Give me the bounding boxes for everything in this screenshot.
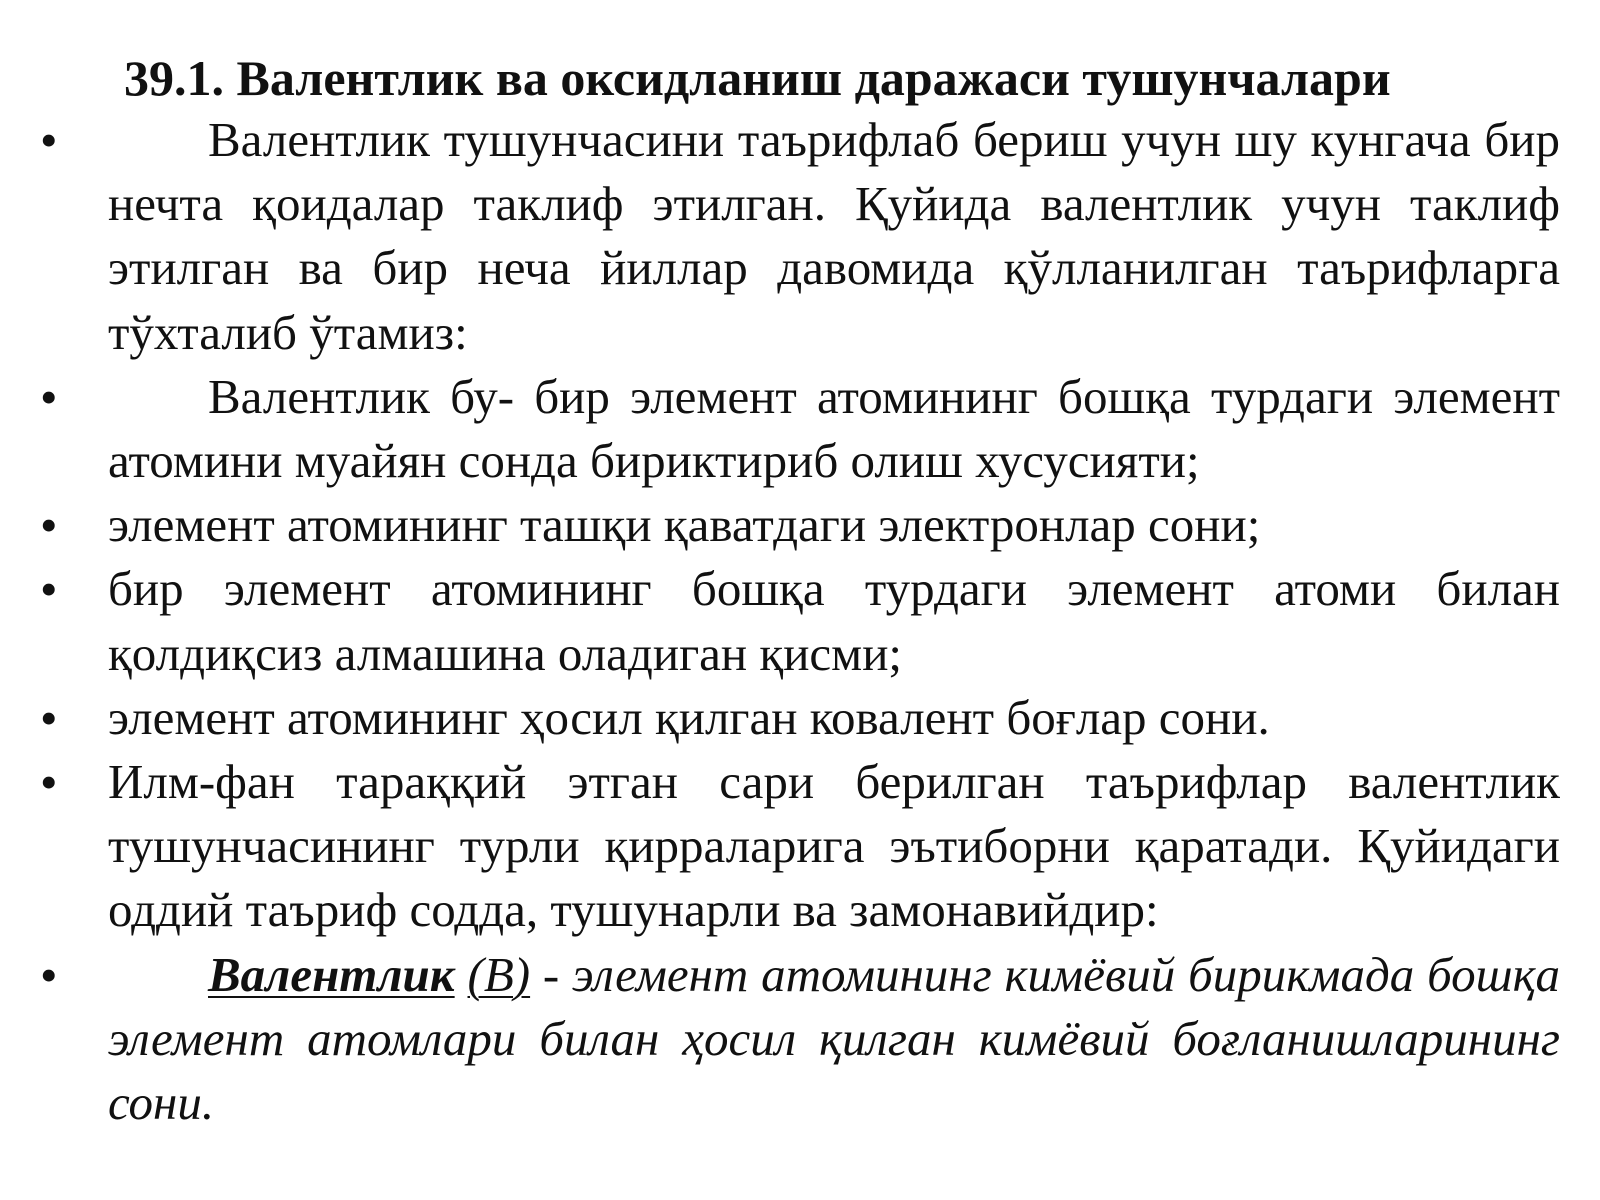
- list-item: [0, 365, 1600, 493]
- defined-term: Валентлик: [208, 946, 455, 1002]
- bullet-list: [0, 108, 1600, 1135]
- bullet-icon: •: [40, 754, 58, 811]
- bullet-icon: •: [40, 561, 58, 618]
- term-definition: - элемент атомининг кимёвий бирикмада бошқа элемент атомлари билан ҳосил қилган кимёвий боғланишларининг сони.: [108, 946, 1561, 1131]
- bullet-icon: •: [40, 946, 58, 1003]
- bullet-icon: •: [40, 368, 58, 425]
- definition-text: [108, 943, 1560, 1136]
- list-item: [0, 557, 1600, 685]
- list-item-text: Валентлик тушунчасини таърифлаб бериш учун шу кунгача бир нечта қоидалар таклиф этилган. Қуйида валентлик учун таклиф этилган ва бир неча йиллар давомида қўлланилган таърифларга тўхталиб ўтамиз:: [108, 112, 1560, 360]
- list-item: [0, 750, 1600, 943]
- bullet-icon: •: [40, 497, 58, 554]
- page-title: 39.1. Валентлик ва оксидланиш даражаси тушунчалари: [124, 50, 1391, 106]
- list-item-text: бир элемент атомининг бошқа турдаги элемент атоми билан қолдиқсиз алмашина оладиган қисми;: [108, 561, 1560, 681]
- bullet-icon: •: [40, 112, 58, 168]
- list-item: [0, 943, 1600, 1136]
- list-item: [0, 108, 1600, 365]
- bullet-icon: •: [40, 689, 58, 746]
- list-item-text: элемент атомининг ҳосил қилган ковалент боғлар сони.: [108, 689, 1270, 745]
- list-item-text: Илм-фан тараққий этган сари берилган таърифлар валентлик тушунчасининг турли қирраларига эътиборни қаратади. Қуйидаги оддий таъриф содда, тушунарли ва замонавийдир:: [108, 754, 1560, 938]
- list-item-text: Валентлик бу- бир элемент атомининг бошқа турдаги элемент атомини муайян сонда бириктириб олиш хусусияти;: [108, 368, 1560, 489]
- list-item-text: элемент атомининг ташқи қаватдаги электронлар сони;: [108, 497, 1261, 553]
- list-item: [0, 493, 1600, 557]
- term-abbreviation: (В): [467, 946, 531, 1002]
- list-item: [0, 686, 1600, 750]
